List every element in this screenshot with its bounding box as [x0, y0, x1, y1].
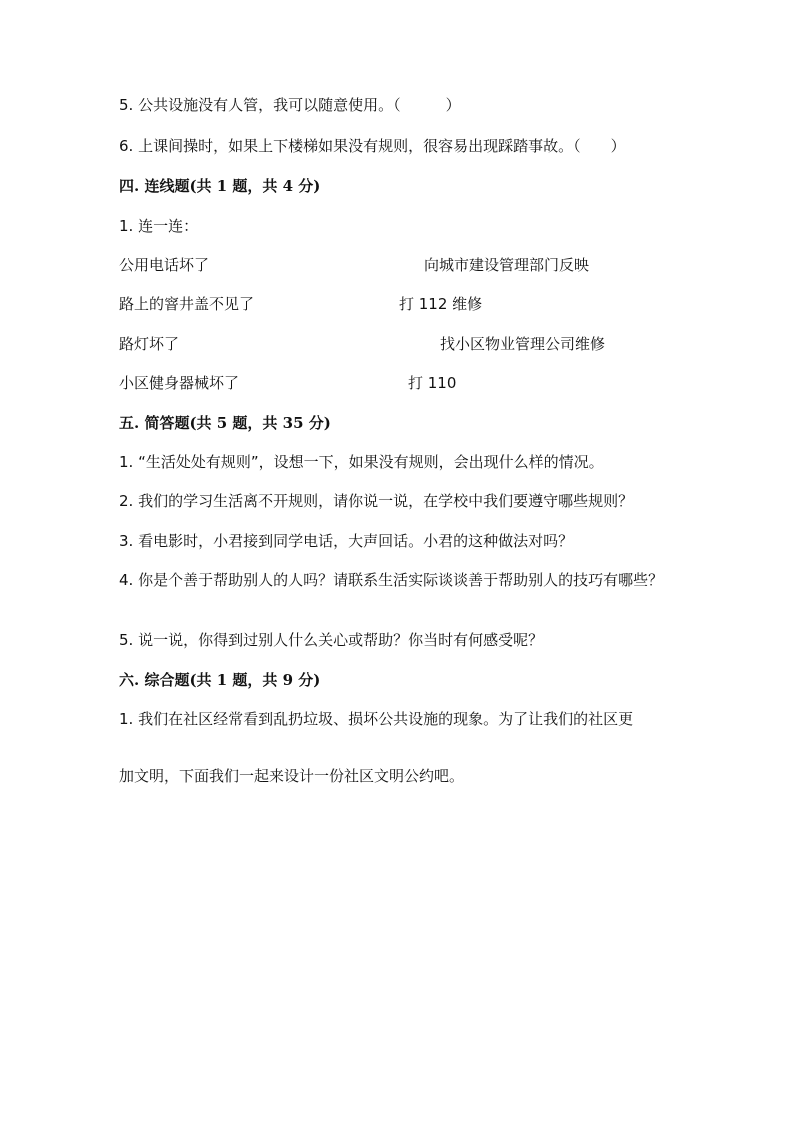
section-6-question-1-line-1: 1. 我们在社区经常看到乱扔垃圾、损坏公共设施的现象。为了让我们的社区更: [119, 710, 634, 728]
match-left-item: 小区健身器械坏了: [119, 374, 240, 392]
section-5-question-4: 4. 你是个善于帮助别人的人吗？请联系生活实际谈谈善于帮助别人的技巧有哪些？: [119, 571, 664, 589]
section-4-heading: 四. 连线题(共 1 题，共 4 分): [119, 177, 321, 195]
section-5-question-5: 5. 说一说，你得到过别人什么关心或帮助？你当时有何感受呢？: [119, 631, 544, 649]
section-5-question-1: 1. “生活处处有规则”，设想一下，如果没有规则，会出现什么样的情况。: [119, 453, 604, 471]
match-right-item: 向城市建设管理部门反映: [424, 256, 590, 274]
section-6-question-1-line-2: 加文明，下面我们一起来设计一份社区文明公约吧。: [119, 767, 465, 785]
match-left-item: 路上的窨井盖不见了: [119, 295, 255, 313]
match-right-item: 打 110: [408, 374, 457, 392]
section-5-heading: 五. 简答题(共 5 题，共 35 分): [119, 414, 331, 432]
section-6-heading: 六. 综合题(共 1 题，共 9 分): [119, 671, 321, 689]
question-5: 5. 公共设施没有人管，我可以随意使用。（ ）: [119, 96, 461, 114]
match-right-item: 打 112 维修: [399, 295, 483, 313]
section-5-question-2: 2. 我们的学习生活离不开规则，请你说一说，在学校中我们要遵守哪些规则？: [119, 492, 634, 510]
section-4-question-1: 1. 连一连：: [119, 217, 199, 235]
match-right-item: 找小区物业管理公司维修: [440, 335, 606, 353]
question-6: 6. 上课间操时，如果上下楼梯如果没有规则，很容易出现踩踏事故。（ ）: [119, 137, 626, 155]
match-left-item: 公用电话坏了: [119, 256, 210, 274]
match-left-item: 路灯坏了: [119, 335, 180, 353]
section-5-question-3: 3. 看电影时，小君接到同学电话，大声回话。小君的这种做法对吗？: [119, 532, 574, 550]
